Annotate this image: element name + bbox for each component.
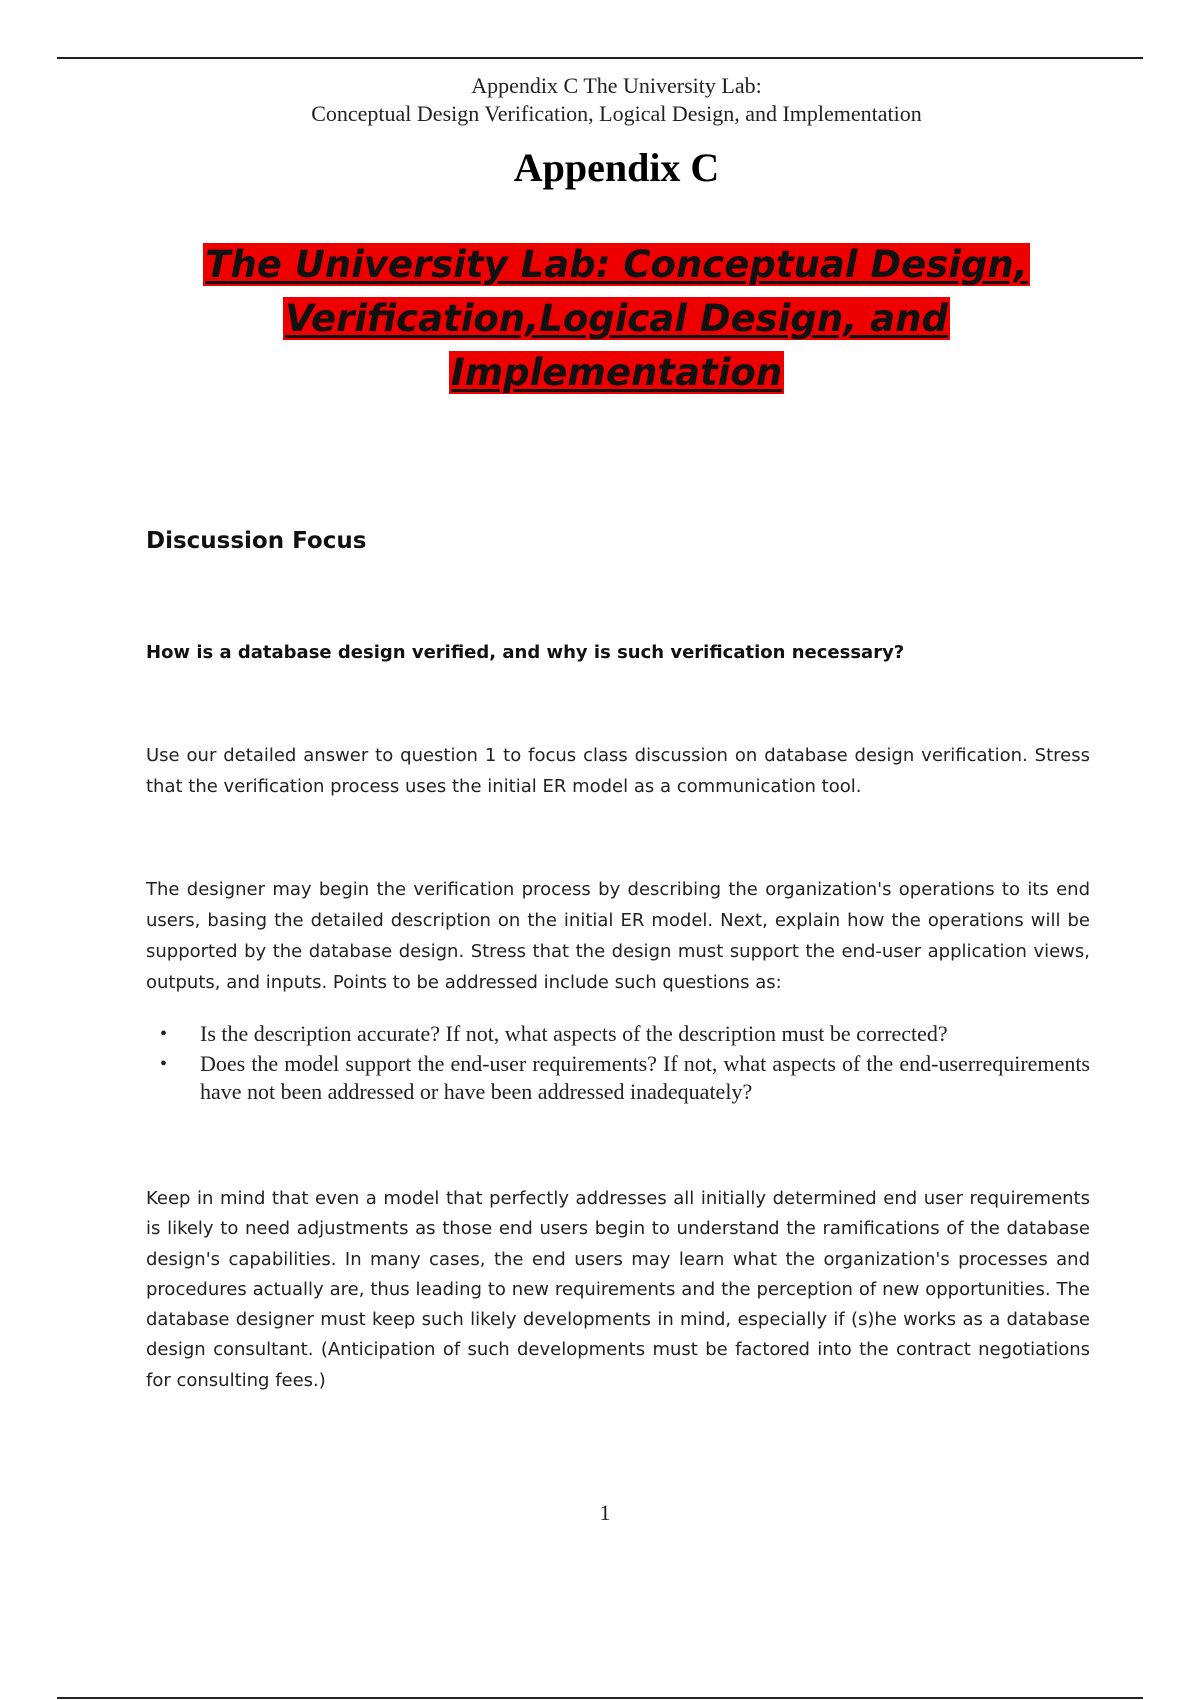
paragraph-3: Keep in mind that even a model that perfectly addresses all initially determined end user requirements is likely to need adjustments as those end users begin to understand the ramifications of the database design's capabilities. In many cases, the end users may learn what the organization's processes and procedures actually are, thus leading to new requirements and the perception of new opportunities. The database designer must keep such likely developments in mind, especially if (s)he works as a database design consultant. (Anticipation of such developments must be factored into the contract negotiations for consulting fees.) bbox=[146, 1188, 1090, 1391]
document-title bbox=[0, 238, 1200, 400]
list-item bbox=[146, 1020, 1090, 1048]
bullet-icon: • bbox=[160, 1023, 168, 1045]
section-heading: Discussion Focus bbox=[146, 528, 367, 554]
bottom-rule bbox=[57, 1697, 1143, 1699]
running-header-line1: Appendix C The University Lab: bbox=[471, 73, 762, 98]
running-header bbox=[0, 72, 1200, 128]
title-line3: Implementation bbox=[450, 351, 783, 394]
running-header-line2: Conceptual Design Verification, Logical Design, and Implementation bbox=[311, 101, 922, 126]
discussion-question: How is a database design verified, and why is such verification necessary? bbox=[146, 642, 905, 663]
appendix-title: Appendix C bbox=[513, 145, 720, 190]
title-line1: The University Lab: Conceptual Design, bbox=[205, 243, 1028, 286]
question-list bbox=[146, 1020, 1090, 1108]
paragraph-2: The designer may begin the verification process by describing the organization's operations to its end users, basing the detailed description on the initial ER model. Next, explain how the operations will be supported by the database design. Stress that the design must support the end-user application views, outputs, and inputs. Points to be addressed include such questions as: bbox=[146, 879, 1090, 993]
title-line2: Verification,Logical Design, and bbox=[285, 297, 948, 340]
list-item-text: Is the description accurate? If not, what aspects of the description must be corrected? bbox=[200, 1021, 948, 1046]
bullet-icon: • bbox=[160, 1053, 168, 1075]
top-rule bbox=[57, 57, 1143, 59]
page-number: 1 bbox=[599, 1500, 611, 1525]
list-item bbox=[146, 1050, 1090, 1106]
list-item-text: Does the model support the end-user requirements? If not, what aspects of the end-userrequirements have not been addressed or have been addressed inadequately? bbox=[200, 1051, 1090, 1104]
paragraph-1: Use our detailed answer to question 1 to focus class discussion on database design verification. Stress that the verification process uses the initial ER model as a communication tool. bbox=[146, 745, 1090, 797]
